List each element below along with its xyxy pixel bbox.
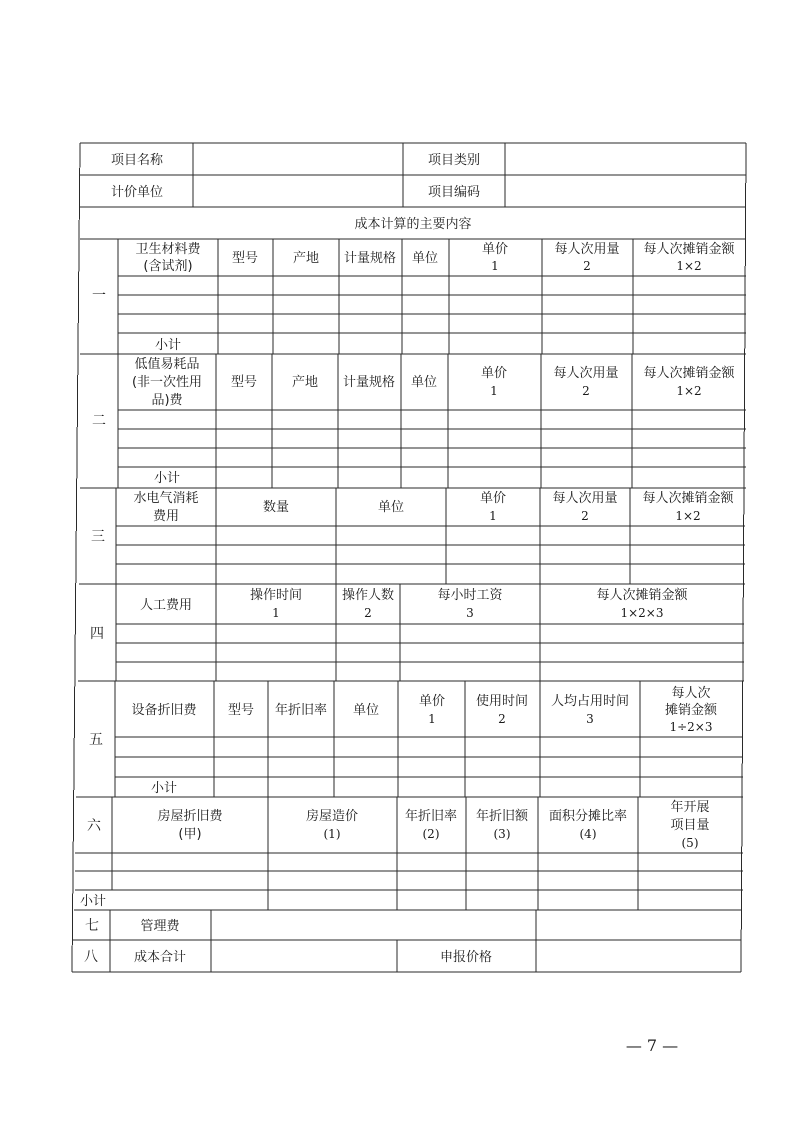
section6-roman: 六 bbox=[87, 818, 101, 834]
section5-per-capita-time-num: 3 bbox=[586, 712, 594, 726]
section6-depr-amount-num: (3) bbox=[493, 827, 511, 841]
section1-origin-header: 产地 bbox=[292, 251, 320, 266]
section5-depr-rate-header: 年折旧率 bbox=[274, 703, 328, 718]
section4-op-time-num: 1 bbox=[272, 606, 280, 620]
section1-usage-num: 2 bbox=[583, 259, 591, 273]
section4-roman: 四 bbox=[90, 626, 104, 642]
section1-roman: 一 bbox=[92, 288, 106, 304]
section2-subtotal: 小计 bbox=[153, 471, 181, 486]
section1-unit-price-num: 1 bbox=[491, 259, 499, 273]
section8-roman: 八 bbox=[84, 949, 98, 965]
section3-roman: 三 bbox=[91, 529, 105, 545]
section6-annual-line2: 项目量 bbox=[670, 818, 710, 833]
section5-unit-price-header: 单价 bbox=[418, 694, 446, 709]
section2-unit-header: 单位 bbox=[410, 375, 438, 390]
project-code-label: 项目编码 bbox=[427, 185, 481, 200]
project-name-label: 项目名称 bbox=[110, 153, 164, 168]
section2-usage-header: 每人次用量 bbox=[553, 366, 619, 381]
section3-amount-header: 每人次摊销金额 bbox=[642, 491, 734, 506]
section5-amount-line2: 摊销金额 bbox=[664, 703, 718, 718]
section3-quantity-header: 数量 bbox=[262, 500, 290, 515]
section3-unit-header: 单位 bbox=[377, 500, 405, 515]
section7-roman: 七 bbox=[85, 918, 99, 934]
section8-declared-price: 申报价格 bbox=[439, 950, 493, 965]
section2-name-line1: 低值易耗品 bbox=[134, 357, 200, 372]
section2-roman: 二 bbox=[92, 413, 106, 429]
section2-name-line3: 品)费 bbox=[151, 393, 183, 408]
section2-unit-price-num: 1 bbox=[490, 384, 498, 398]
section4-op-count-header: 操作人数 bbox=[341, 588, 395, 603]
section8-label: 成本合计 bbox=[133, 950, 187, 965]
section5-use-time-header: 使用时间 bbox=[475, 694, 529, 709]
section1-usage-header: 每人次用量 bbox=[554, 242, 620, 257]
section4-hourly-wage-num: 3 bbox=[466, 606, 474, 620]
section3-amount-formula: 1×2 bbox=[675, 509, 701, 523]
section6-subtotal: 小计 bbox=[79, 894, 107, 909]
section6-area-ratio-num: (4) bbox=[579, 827, 597, 841]
section6-annual-num: (5) bbox=[681, 836, 699, 850]
section2-usage-num: 2 bbox=[582, 384, 590, 398]
page-number: — 7 — bbox=[625, 1036, 679, 1055]
section7-label: 管理费 bbox=[140, 919, 180, 934]
section3-unit-price-header: 单价 bbox=[479, 491, 507, 506]
section2-unit-price-header: 单价 bbox=[480, 366, 508, 381]
section1-amount-formula: 1×2 bbox=[676, 259, 702, 273]
section1-model-header: 型号 bbox=[231, 251, 259, 266]
section5-unit-header: 单位 bbox=[352, 703, 380, 718]
section6-cost-header: 房屋造价 bbox=[305, 809, 359, 824]
section2-origin-header: 产地 bbox=[291, 375, 319, 390]
section2-model-header: 型号 bbox=[230, 375, 258, 390]
section1-spec-header: 计量规格 bbox=[343, 251, 397, 266]
section6-depr-amount-header: 年折旧额 bbox=[475, 809, 529, 824]
section1-unit-price-header: 单价 bbox=[481, 242, 509, 257]
section6-name-line1: 房屋折旧费 bbox=[157, 809, 223, 824]
section5-amount-formula: 1÷2×3 bbox=[669, 720, 713, 734]
section4-amount-formula: 1×2×3 bbox=[620, 606, 664, 620]
section5-unit-price-num: 1 bbox=[428, 712, 436, 726]
section4-hourly-wage-header: 每小时工资 bbox=[437, 588, 503, 603]
section2-spec-header: 计量规格 bbox=[342, 375, 396, 390]
main-title: 成本计算的主要内容 bbox=[354, 217, 472, 232]
section2-name-line2: (非一次性用 bbox=[131, 375, 203, 390]
section3-name-line1: 水电气消耗 bbox=[133, 491, 199, 506]
section1-unit-header: 单位 bbox=[411, 251, 439, 266]
section6-annual-line1: 年开展 bbox=[670, 800, 710, 815]
section3-unit-price-num: 1 bbox=[489, 509, 497, 523]
section3-name-line2: 费用 bbox=[152, 509, 180, 524]
section2-amount-formula: 1×2 bbox=[676, 384, 702, 398]
section2-amount-header: 每人次摊销金额 bbox=[643, 366, 735, 381]
section6-name-line2: (甲) bbox=[178, 827, 202, 842]
section6-area-ratio-header: 面积分摊比率 bbox=[548, 809, 628, 824]
section5-name: 设备折旧费 bbox=[131, 703, 197, 718]
section6-cost-num: (1) bbox=[323, 827, 341, 841]
section6-depr-rate-header: 年折旧率 bbox=[404, 809, 458, 824]
pricing-unit-label: 计价单位 bbox=[110, 185, 164, 200]
section5-use-time-num: 2 bbox=[498, 712, 506, 726]
section5-roman: 五 bbox=[89, 732, 103, 748]
section4-op-count-num: 2 bbox=[364, 606, 372, 620]
section4-amount-header: 每人次摊销金额 bbox=[596, 588, 688, 603]
section1-name-line2: (含试剂) bbox=[143, 259, 193, 274]
section1-amount-header: 每人次摊销金额 bbox=[643, 242, 735, 257]
section1-name-line1: 卫生材料费 bbox=[135, 242, 201, 257]
section4-name: 人工费用 bbox=[139, 598, 193, 613]
section1-subtotal: 小计 bbox=[154, 338, 182, 353]
section6-depr-rate-num: (2) bbox=[422, 827, 440, 841]
section3-usage-header: 每人次用量 bbox=[552, 491, 618, 506]
section5-subtotal: 小计 bbox=[150, 781, 178, 796]
section3-usage-num: 2 bbox=[581, 509, 589, 523]
section5-per-capita-time-header: 人均占用时间 bbox=[550, 694, 630, 709]
section5-amount-line1: 每人次 bbox=[671, 686, 711, 701]
project-category-label: 项目类别 bbox=[427, 153, 481, 168]
section4-op-time-header: 操作时间 bbox=[249, 588, 303, 603]
section5-model-header: 型号 bbox=[227, 703, 255, 718]
